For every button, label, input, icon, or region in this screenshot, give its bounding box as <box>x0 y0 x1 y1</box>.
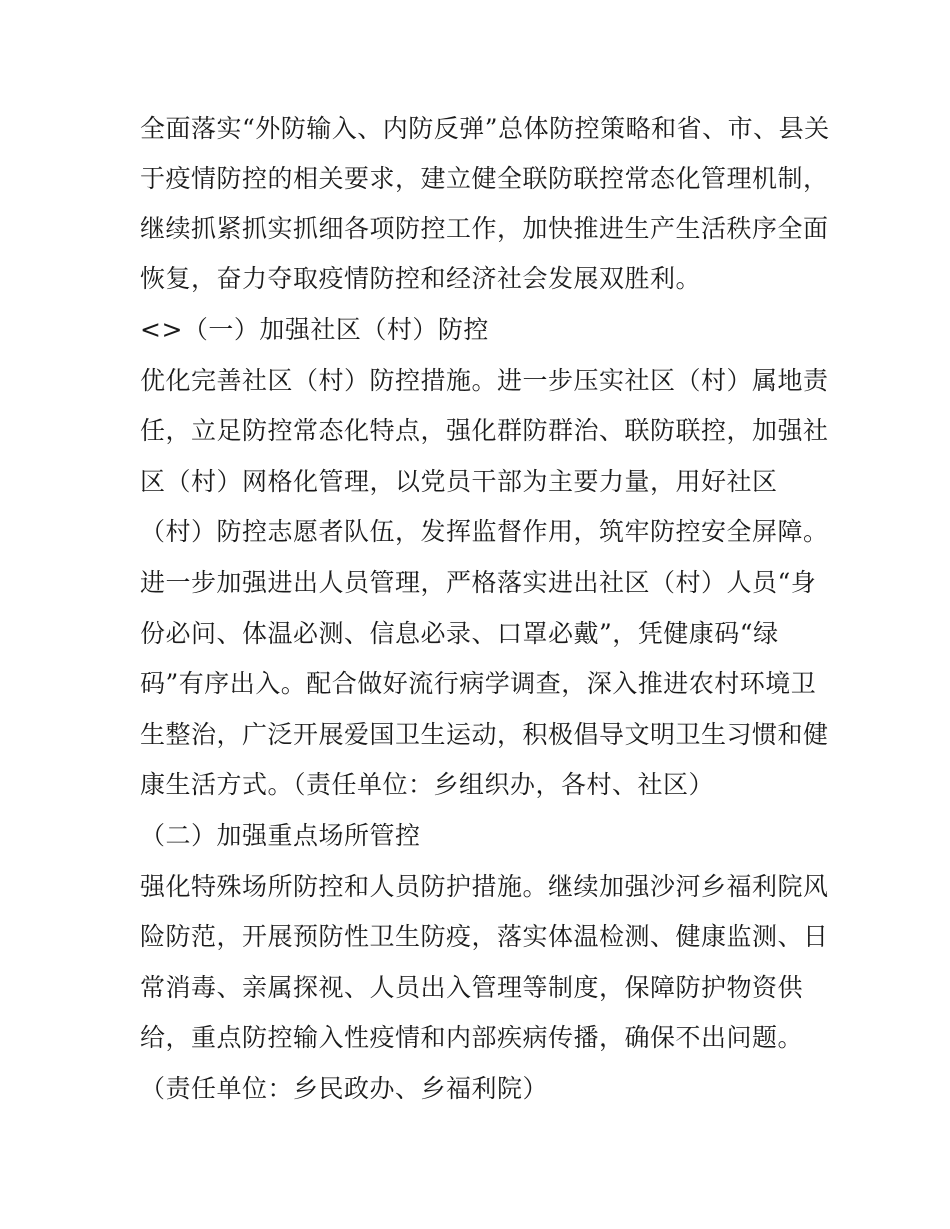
text-line: 继续抓紧抓实抓细各项防控工作，加快推进生产生活秩序全面 <box>140 214 829 243</box>
text-line: 码”有序出入。配合做好流行病学调查，深入推进农村环境卫 <box>140 669 817 698</box>
text-line: 区（村）网格化管理，以党员干部为主要力量，用好社区 <box>140 467 778 496</box>
text-line: （责任单位：乡民政办、乡福利院） <box>140 1074 549 1103</box>
text-line: 于疫情防控的相关要求，建立健全联防联控常态化管理机制， <box>140 164 829 193</box>
text-line: 险防范，开展预防性卫生防疫，落实体温检测、健康监测、日 <box>140 922 829 951</box>
text-line: 全面落实“外防输入、内防反弹”总体防控策略和省、市、县关 <box>140 114 830 143</box>
text-line: 恢复，奋力夺取疫情防控和经济社会发展双胜利。 <box>140 264 702 293</box>
text-line: 份必问、体温必测、信息必录、口罩必戴”，凭健康码“绿 <box>140 619 779 648</box>
text-line: 给，重点防控输入性疫情和内部疾病传播，确保不出问题。 <box>140 1023 804 1052</box>
text-line: 生整治，广泛开展爱国卫生运动，积极倡导文明卫生习惯和健 <box>140 720 829 749</box>
section-heading: <>（一）加强社区（村）防控 <box>140 315 489 344</box>
text-line: 进一步加强进出人员管理，严格落实进出社区（村）人员“身 <box>140 568 817 597</box>
text-line: 任，立足防控常态化特点，强化群防群治、联防联控，加强社 <box>140 416 829 445</box>
section-heading: （二）加强重点场所管控 <box>140 821 421 850</box>
text-line: 常消毒、亲属探视、人员出入管理等制度，保障防护物资供 <box>140 973 804 1002</box>
text-line: 优化完善社区（村）防控措施。进一步压实社区（村）属地责 <box>140 366 829 395</box>
text-line: 康生活方式。（责任单位：乡组织办，各村、社区） <box>140 770 715 799</box>
text-line: 强化特殊场所防控和人员防护措施。继续加强沙河乡福利院风 <box>140 872 829 901</box>
text-line: （村）防控志愿者队伍，发挥监督作用，筑牢防控安全屏障。 <box>140 517 829 546</box>
